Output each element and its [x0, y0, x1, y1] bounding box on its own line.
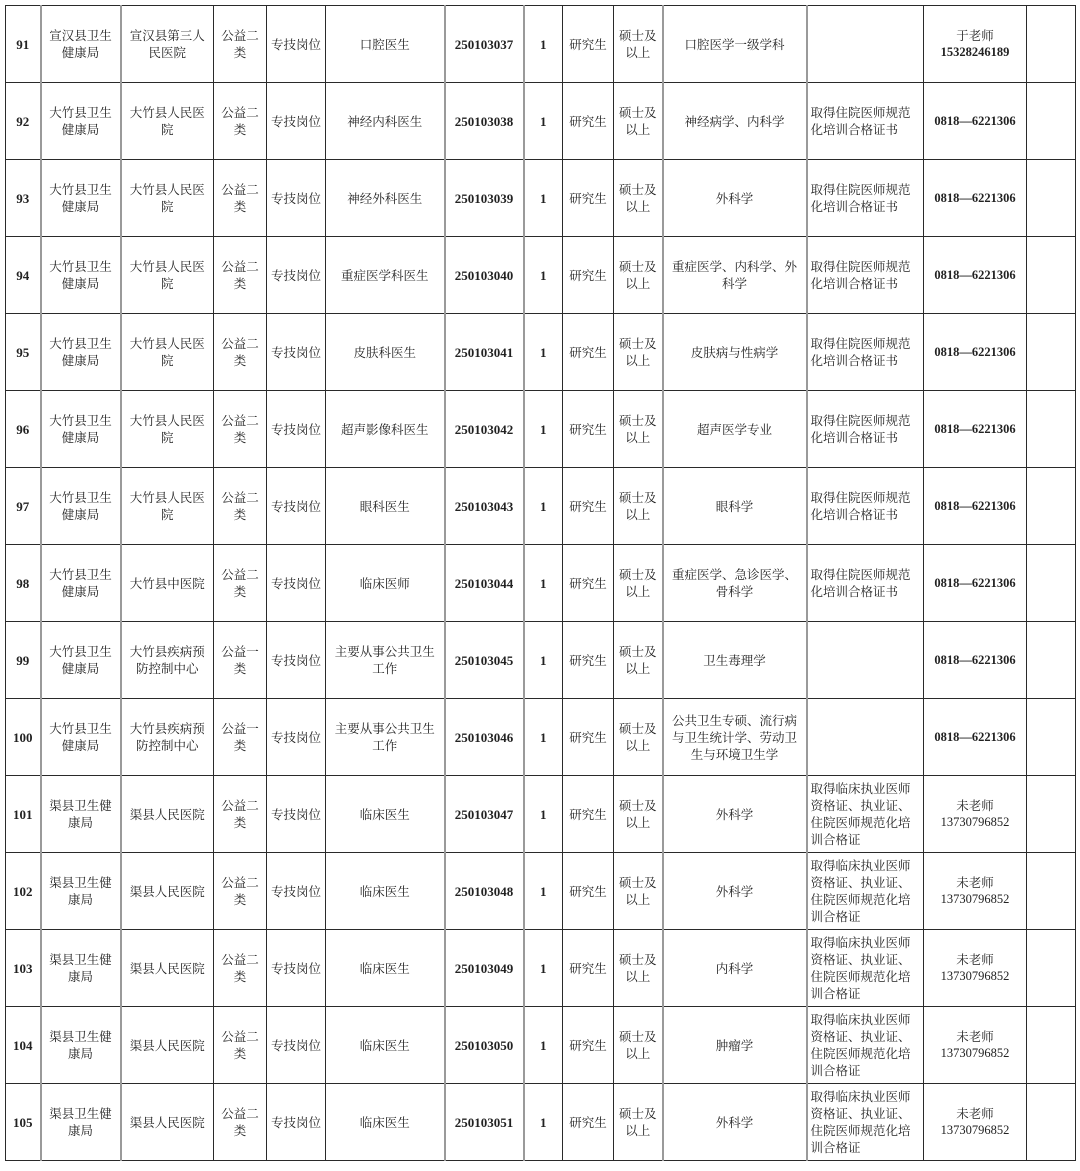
- unit-cell: 大竹县人民医院: [121, 391, 214, 468]
- hire-count-cell: 1: [524, 314, 563, 391]
- post-category-cell: 专技岗位: [267, 314, 326, 391]
- unit-cell: 大竹县人民医院: [121, 314, 214, 391]
- major-cell: 公共卫生专硕、流行病与卫生统计学、劳动卫生与环境卫生学: [663, 699, 807, 776]
- row-number: 92: [6, 83, 41, 160]
- contact-phone: 0818—6221306: [934, 267, 1016, 282]
- post-name-cell: 临床医师: [326, 545, 445, 622]
- hire-count-cell: 1: [524, 391, 563, 468]
- hire-count-cell: 1: [524, 468, 563, 545]
- post-code-cell: 250103049: [445, 930, 524, 1007]
- table-row: [6, 930, 1076, 1007]
- unit-cell: 大竹县人民医院: [121, 160, 214, 237]
- other-requirements-cell: 取得住院医师规范化培训合格证书: [807, 83, 924, 160]
- contact-phone: 0818—6221306: [934, 344, 1016, 359]
- education-cell: 研究生: [563, 391, 614, 468]
- table-body: [6, 6, 1076, 1161]
- post-code-cell: 250103050: [445, 1007, 524, 1084]
- table-row: [6, 1007, 1076, 1084]
- education-cell: 研究生: [563, 83, 614, 160]
- contact-phone: 13730796852: [940, 815, 1010, 829]
- unit-type-cell: 公益二类: [214, 776, 267, 853]
- unit-type-cell: 公益二类: [214, 83, 267, 160]
- unit-cell: 宣汉县第三人民医院: [121, 6, 214, 83]
- post-code-cell: 250103051: [445, 1084, 524, 1161]
- education-cell: 研究生: [563, 699, 614, 776]
- department-cell: 大竹县卫生健康局: [41, 83, 121, 160]
- hire-count-cell: 1: [524, 622, 563, 699]
- major-cell: 眼科学: [663, 468, 807, 545]
- table-row: [6, 391, 1076, 468]
- post-category-cell: 专技岗位: [267, 1084, 326, 1161]
- hire-count-cell: 1: [524, 83, 563, 160]
- post-name-cell: 皮肤科医生: [326, 314, 445, 391]
- contact-cell: [924, 853, 1027, 930]
- contact-phone: 13730796852: [940, 969, 1010, 983]
- other-requirements-cell: 取得住院医师规范化培训合格证书: [807, 391, 924, 468]
- education-cell: 研究生: [563, 160, 614, 237]
- degree-cell: 硕士及以上: [614, 6, 663, 83]
- row-number: 95: [6, 314, 41, 391]
- education-cell: 研究生: [563, 1084, 614, 1161]
- row-number: 99: [6, 622, 41, 699]
- other-requirements-cell: 取得住院医师规范化培训合格证书: [807, 468, 924, 545]
- unit-cell: 渠县人民医院: [121, 1084, 214, 1161]
- contact-cell: [924, 699, 1027, 776]
- education-cell: 研究生: [563, 468, 614, 545]
- contact-cell: [924, 314, 1027, 391]
- hire-count-cell: 1: [524, 6, 563, 83]
- major-cell: 卫生毒理学: [663, 622, 807, 699]
- row-number: 101: [6, 776, 41, 853]
- department-cell: 大竹县卫生健康局: [41, 237, 121, 314]
- unit-cell: 大竹县人民医院: [121, 468, 214, 545]
- education-cell: 研究生: [563, 622, 614, 699]
- hire-count-cell: 1: [524, 160, 563, 237]
- hire-count-cell: 1: [524, 1084, 563, 1161]
- degree-cell: 硕士及以上: [614, 391, 663, 468]
- unit-type-cell: 公益二类: [214, 160, 267, 237]
- row-number: 104: [6, 1007, 41, 1084]
- other-requirements-cell: [807, 699, 924, 776]
- note-cell: [1027, 930, 1076, 1007]
- post-code-cell: 250103042: [445, 391, 524, 468]
- major-cell: 外科学: [663, 1084, 807, 1161]
- post-name-cell: 临床医生: [326, 776, 445, 853]
- unit-type-cell: 公益二类: [214, 1007, 267, 1084]
- department-cell: 渠县卫生健康局: [41, 776, 121, 853]
- post-name-cell: 临床医生: [326, 930, 445, 1007]
- contact-cell: [924, 6, 1027, 83]
- contact-phone: 0818—6221306: [934, 421, 1016, 436]
- contact-name: 于老师: [956, 28, 994, 43]
- table-row: [6, 468, 1076, 545]
- unit-cell: 渠县人民医院: [121, 776, 214, 853]
- post-name-cell: 神经外科医生: [326, 160, 445, 237]
- post-category-cell: 专技岗位: [267, 6, 326, 83]
- education-cell: 研究生: [563, 776, 614, 853]
- other-requirements-cell: 取得住院医师规范化培训合格证书: [807, 160, 924, 237]
- degree-cell: 硕士及以上: [614, 83, 663, 160]
- unit-type-cell: 公益二类: [214, 237, 267, 314]
- post-category-cell: 专技岗位: [267, 160, 326, 237]
- major-cell: 口腔医学一级学科: [663, 6, 807, 83]
- department-cell: 大竹县卫生健康局: [41, 391, 121, 468]
- contact-cell: [924, 1007, 1027, 1084]
- post-category-cell: 专技岗位: [267, 468, 326, 545]
- note-cell: [1027, 6, 1076, 83]
- unit-type-cell: 公益二类: [214, 6, 267, 83]
- contact-phone: 15328246189: [940, 45, 1010, 59]
- unit-type-cell: 公益二类: [214, 391, 267, 468]
- department-cell: 渠县卫生健康局: [41, 1084, 121, 1161]
- other-requirements-cell: 取得临床执业医师资格证、执业证、住院医师规范化培训合格证: [807, 776, 924, 853]
- department-cell: 大竹县卫生健康局: [41, 468, 121, 545]
- note-cell: [1027, 622, 1076, 699]
- education-cell: 研究生: [563, 853, 614, 930]
- row-number: 97: [6, 468, 41, 545]
- contact-cell: [924, 776, 1027, 853]
- major-cell: 外科学: [663, 853, 807, 930]
- contact-name: 未老师: [956, 1106, 994, 1121]
- major-cell: 超声医学专业: [663, 391, 807, 468]
- contact-cell: [924, 1084, 1027, 1161]
- hire-count-cell: 1: [524, 699, 563, 776]
- unit-type-cell: 公益二类: [214, 545, 267, 622]
- post-code-cell: 250103047: [445, 776, 524, 853]
- table-row: [6, 83, 1076, 160]
- contact-cell: [924, 930, 1027, 1007]
- degree-cell: 硕士及以上: [614, 622, 663, 699]
- note-cell: [1027, 776, 1076, 853]
- post-code-cell: 250103038: [445, 83, 524, 160]
- contact-name: 未老师: [956, 1029, 994, 1044]
- post-category-cell: 专技岗位: [267, 391, 326, 468]
- education-cell: 研究生: [563, 6, 614, 83]
- contact-phone: 13730796852: [940, 1046, 1010, 1060]
- post-category-cell: 专技岗位: [267, 699, 326, 776]
- row-number: 100: [6, 699, 41, 776]
- post-code-cell: 250103041: [445, 314, 524, 391]
- post-code-cell: 250103045: [445, 622, 524, 699]
- department-cell: 大竹县卫生健康局: [41, 160, 121, 237]
- major-cell: 重症医学、内科学、外科学: [663, 237, 807, 314]
- post-category-cell: 专技岗位: [267, 622, 326, 699]
- unit-cell: 大竹县疾病预防控制中心: [121, 622, 214, 699]
- post-name-cell: 眼科医生: [326, 468, 445, 545]
- contact-cell: [924, 160, 1027, 237]
- other-requirements-cell: 取得住院医师规范化培训合格证书: [807, 314, 924, 391]
- post-category-cell: 专技岗位: [267, 1007, 326, 1084]
- unit-cell: 渠县人民医院: [121, 930, 214, 1007]
- row-number: 103: [6, 930, 41, 1007]
- department-cell: 宣汉县卫生健康局: [41, 6, 121, 83]
- unit-type-cell: 公益二类: [214, 1084, 267, 1161]
- table-row: [6, 776, 1076, 853]
- post-category-cell: 专技岗位: [267, 930, 326, 1007]
- department-cell: 渠县卫生健康局: [41, 853, 121, 930]
- note-cell: [1027, 314, 1076, 391]
- contact-name: 未老师: [956, 875, 994, 890]
- post-category-cell: 专技岗位: [267, 83, 326, 160]
- education-cell: 研究生: [563, 1007, 614, 1084]
- post-code-cell: 250103043: [445, 468, 524, 545]
- table-row: [6, 160, 1076, 237]
- hire-count-cell: 1: [524, 237, 563, 314]
- hire-count-cell: 1: [524, 545, 563, 622]
- post-name-cell: 神经内科医生: [326, 83, 445, 160]
- degree-cell: 硕士及以上: [614, 468, 663, 545]
- note-cell: [1027, 468, 1076, 545]
- post-name-cell: 临床医生: [326, 1007, 445, 1084]
- education-cell: 研究生: [563, 314, 614, 391]
- contact-name: 未老师: [956, 798, 994, 813]
- unit-type-cell: 公益二类: [214, 853, 267, 930]
- hire-count-cell: 1: [524, 776, 563, 853]
- post-name-cell: 超声影像科医生: [326, 391, 445, 468]
- table-row: [6, 699, 1076, 776]
- note-cell: [1027, 853, 1076, 930]
- post-name-cell: 重症医学科医生: [326, 237, 445, 314]
- degree-cell: 硕士及以上: [614, 699, 663, 776]
- other-requirements-cell: 取得临床执业医师资格证、执业证、住院医师规范化培训合格证: [807, 853, 924, 930]
- note-cell: [1027, 545, 1076, 622]
- major-cell: 外科学: [663, 776, 807, 853]
- note-cell: [1027, 83, 1076, 160]
- post-category-cell: 专技岗位: [267, 776, 326, 853]
- post-name-cell: 临床医生: [326, 1084, 445, 1161]
- row-number: 91: [6, 6, 41, 83]
- contact-phone: 0818—6221306: [934, 729, 1016, 744]
- unit-type-cell: 公益二类: [214, 468, 267, 545]
- unit-type-cell: 公益一类: [214, 699, 267, 776]
- post-name-cell: 主要从事公共卫生工作: [326, 699, 445, 776]
- table-row: [6, 314, 1076, 391]
- education-cell: 研究生: [563, 545, 614, 622]
- degree-cell: 硕士及以上: [614, 314, 663, 391]
- table-row: [6, 545, 1076, 622]
- department-cell: 大竹县卫生健康局: [41, 699, 121, 776]
- post-code-cell: 250103046: [445, 699, 524, 776]
- row-number: 96: [6, 391, 41, 468]
- department-cell: 渠县卫生健康局: [41, 1007, 121, 1084]
- post-name-cell: 口腔医生: [326, 6, 445, 83]
- degree-cell: 硕士及以上: [614, 776, 663, 853]
- unit-cell: 渠县人民医院: [121, 853, 214, 930]
- contact-cell: [924, 468, 1027, 545]
- degree-cell: 硕士及以上: [614, 1084, 663, 1161]
- row-number: 93: [6, 160, 41, 237]
- other-requirements-cell: [807, 622, 924, 699]
- contact-phone: 13730796852: [940, 892, 1010, 906]
- contact-phone: 0818—6221306: [934, 575, 1016, 590]
- department-cell: 大竹县卫生健康局: [41, 545, 121, 622]
- row-number: 98: [6, 545, 41, 622]
- contact-phone: 0818—6221306: [934, 113, 1016, 128]
- post-code-cell: 250103048: [445, 853, 524, 930]
- post-name-cell: 主要从事公共卫生工作: [326, 622, 445, 699]
- hire-count-cell: 1: [524, 1007, 563, 1084]
- unit-cell: 大竹县人民医院: [121, 237, 214, 314]
- note-cell: [1027, 699, 1076, 776]
- hire-count-cell: 1: [524, 853, 563, 930]
- post-code-cell: 250103037: [445, 6, 524, 83]
- unit-cell: 大竹县中医院: [121, 545, 214, 622]
- degree-cell: 硕士及以上: [614, 237, 663, 314]
- degree-cell: 硕士及以上: [614, 853, 663, 930]
- contact-cell: [924, 237, 1027, 314]
- post-code-cell: 250103039: [445, 160, 524, 237]
- post-name-cell: 临床医生: [326, 853, 445, 930]
- unit-type-cell: 公益一类: [214, 622, 267, 699]
- department-cell: 大竹县卫生健康局: [41, 622, 121, 699]
- degree-cell: 硕士及以上: [614, 1007, 663, 1084]
- table-row: [6, 853, 1076, 930]
- note-cell: [1027, 237, 1076, 314]
- contact-cell: [924, 83, 1027, 160]
- unit-cell: 大竹县疾病预防控制中心: [121, 699, 214, 776]
- unit-type-cell: 公益二类: [214, 314, 267, 391]
- education-cell: 研究生: [563, 930, 614, 1007]
- major-cell: 外科学: [663, 160, 807, 237]
- department-cell: 大竹县卫生健康局: [41, 314, 121, 391]
- note-cell: [1027, 1007, 1076, 1084]
- unit-cell: 大竹县人民医院: [121, 83, 214, 160]
- table-row: [6, 1084, 1076, 1161]
- contact-phone: 0818—6221306: [934, 498, 1016, 513]
- note-cell: [1027, 1084, 1076, 1161]
- contact-cell: [924, 622, 1027, 699]
- contact-phone: 0818—6221306: [934, 190, 1016, 205]
- unit-type-cell: 公益二类: [214, 930, 267, 1007]
- post-category-cell: 专技岗位: [267, 545, 326, 622]
- other-requirements-cell: 取得临床执业医师资格证、执业证、住院医师规范化培训合格证: [807, 1084, 924, 1161]
- row-number: 94: [6, 237, 41, 314]
- hire-count-cell: 1: [524, 930, 563, 1007]
- post-code-cell: 250103040: [445, 237, 524, 314]
- other-requirements-cell: 取得住院医师规范化培训合格证书: [807, 237, 924, 314]
- degree-cell: 硕士及以上: [614, 545, 663, 622]
- note-cell: [1027, 160, 1076, 237]
- major-cell: 内科学: [663, 930, 807, 1007]
- post-category-cell: 专技岗位: [267, 237, 326, 314]
- major-cell: 神经病学、内科学: [663, 83, 807, 160]
- recruitment-table: [5, 5, 1076, 1161]
- table-row: [6, 622, 1076, 699]
- major-cell: 重症医学、急诊医学、骨科学: [663, 545, 807, 622]
- contact-phone: 13730796852: [940, 1123, 1010, 1137]
- post-code-cell: 250103044: [445, 545, 524, 622]
- row-number: 102: [6, 853, 41, 930]
- note-cell: [1027, 391, 1076, 468]
- table-row: [6, 237, 1076, 314]
- unit-cell: 渠县人民医院: [121, 1007, 214, 1084]
- contact-name: 未老师: [956, 952, 994, 967]
- major-cell: 皮肤病与性病学: [663, 314, 807, 391]
- department-cell: 渠县卫生健康局: [41, 930, 121, 1007]
- row-number: 105: [6, 1084, 41, 1161]
- other-requirements-cell: 取得临床执业医师资格证、执业证、住院医师规范化培训合格证: [807, 1007, 924, 1084]
- other-requirements-cell: 取得住院医师规范化培训合格证书: [807, 545, 924, 622]
- table-row: [6, 6, 1076, 83]
- contact-cell: [924, 545, 1027, 622]
- major-cell: 肿瘤学: [663, 1007, 807, 1084]
- education-cell: 研究生: [563, 237, 614, 314]
- degree-cell: 硕士及以上: [614, 160, 663, 237]
- degree-cell: 硕士及以上: [614, 930, 663, 1007]
- other-requirements-cell: 取得临床执业医师资格证、执业证、住院医师规范化培训合格证: [807, 930, 924, 1007]
- contact-cell: [924, 391, 1027, 468]
- other-requirements-cell: [807, 6, 924, 83]
- contact-phone: 0818—6221306: [934, 652, 1016, 667]
- post-category-cell: 专技岗位: [267, 853, 326, 930]
